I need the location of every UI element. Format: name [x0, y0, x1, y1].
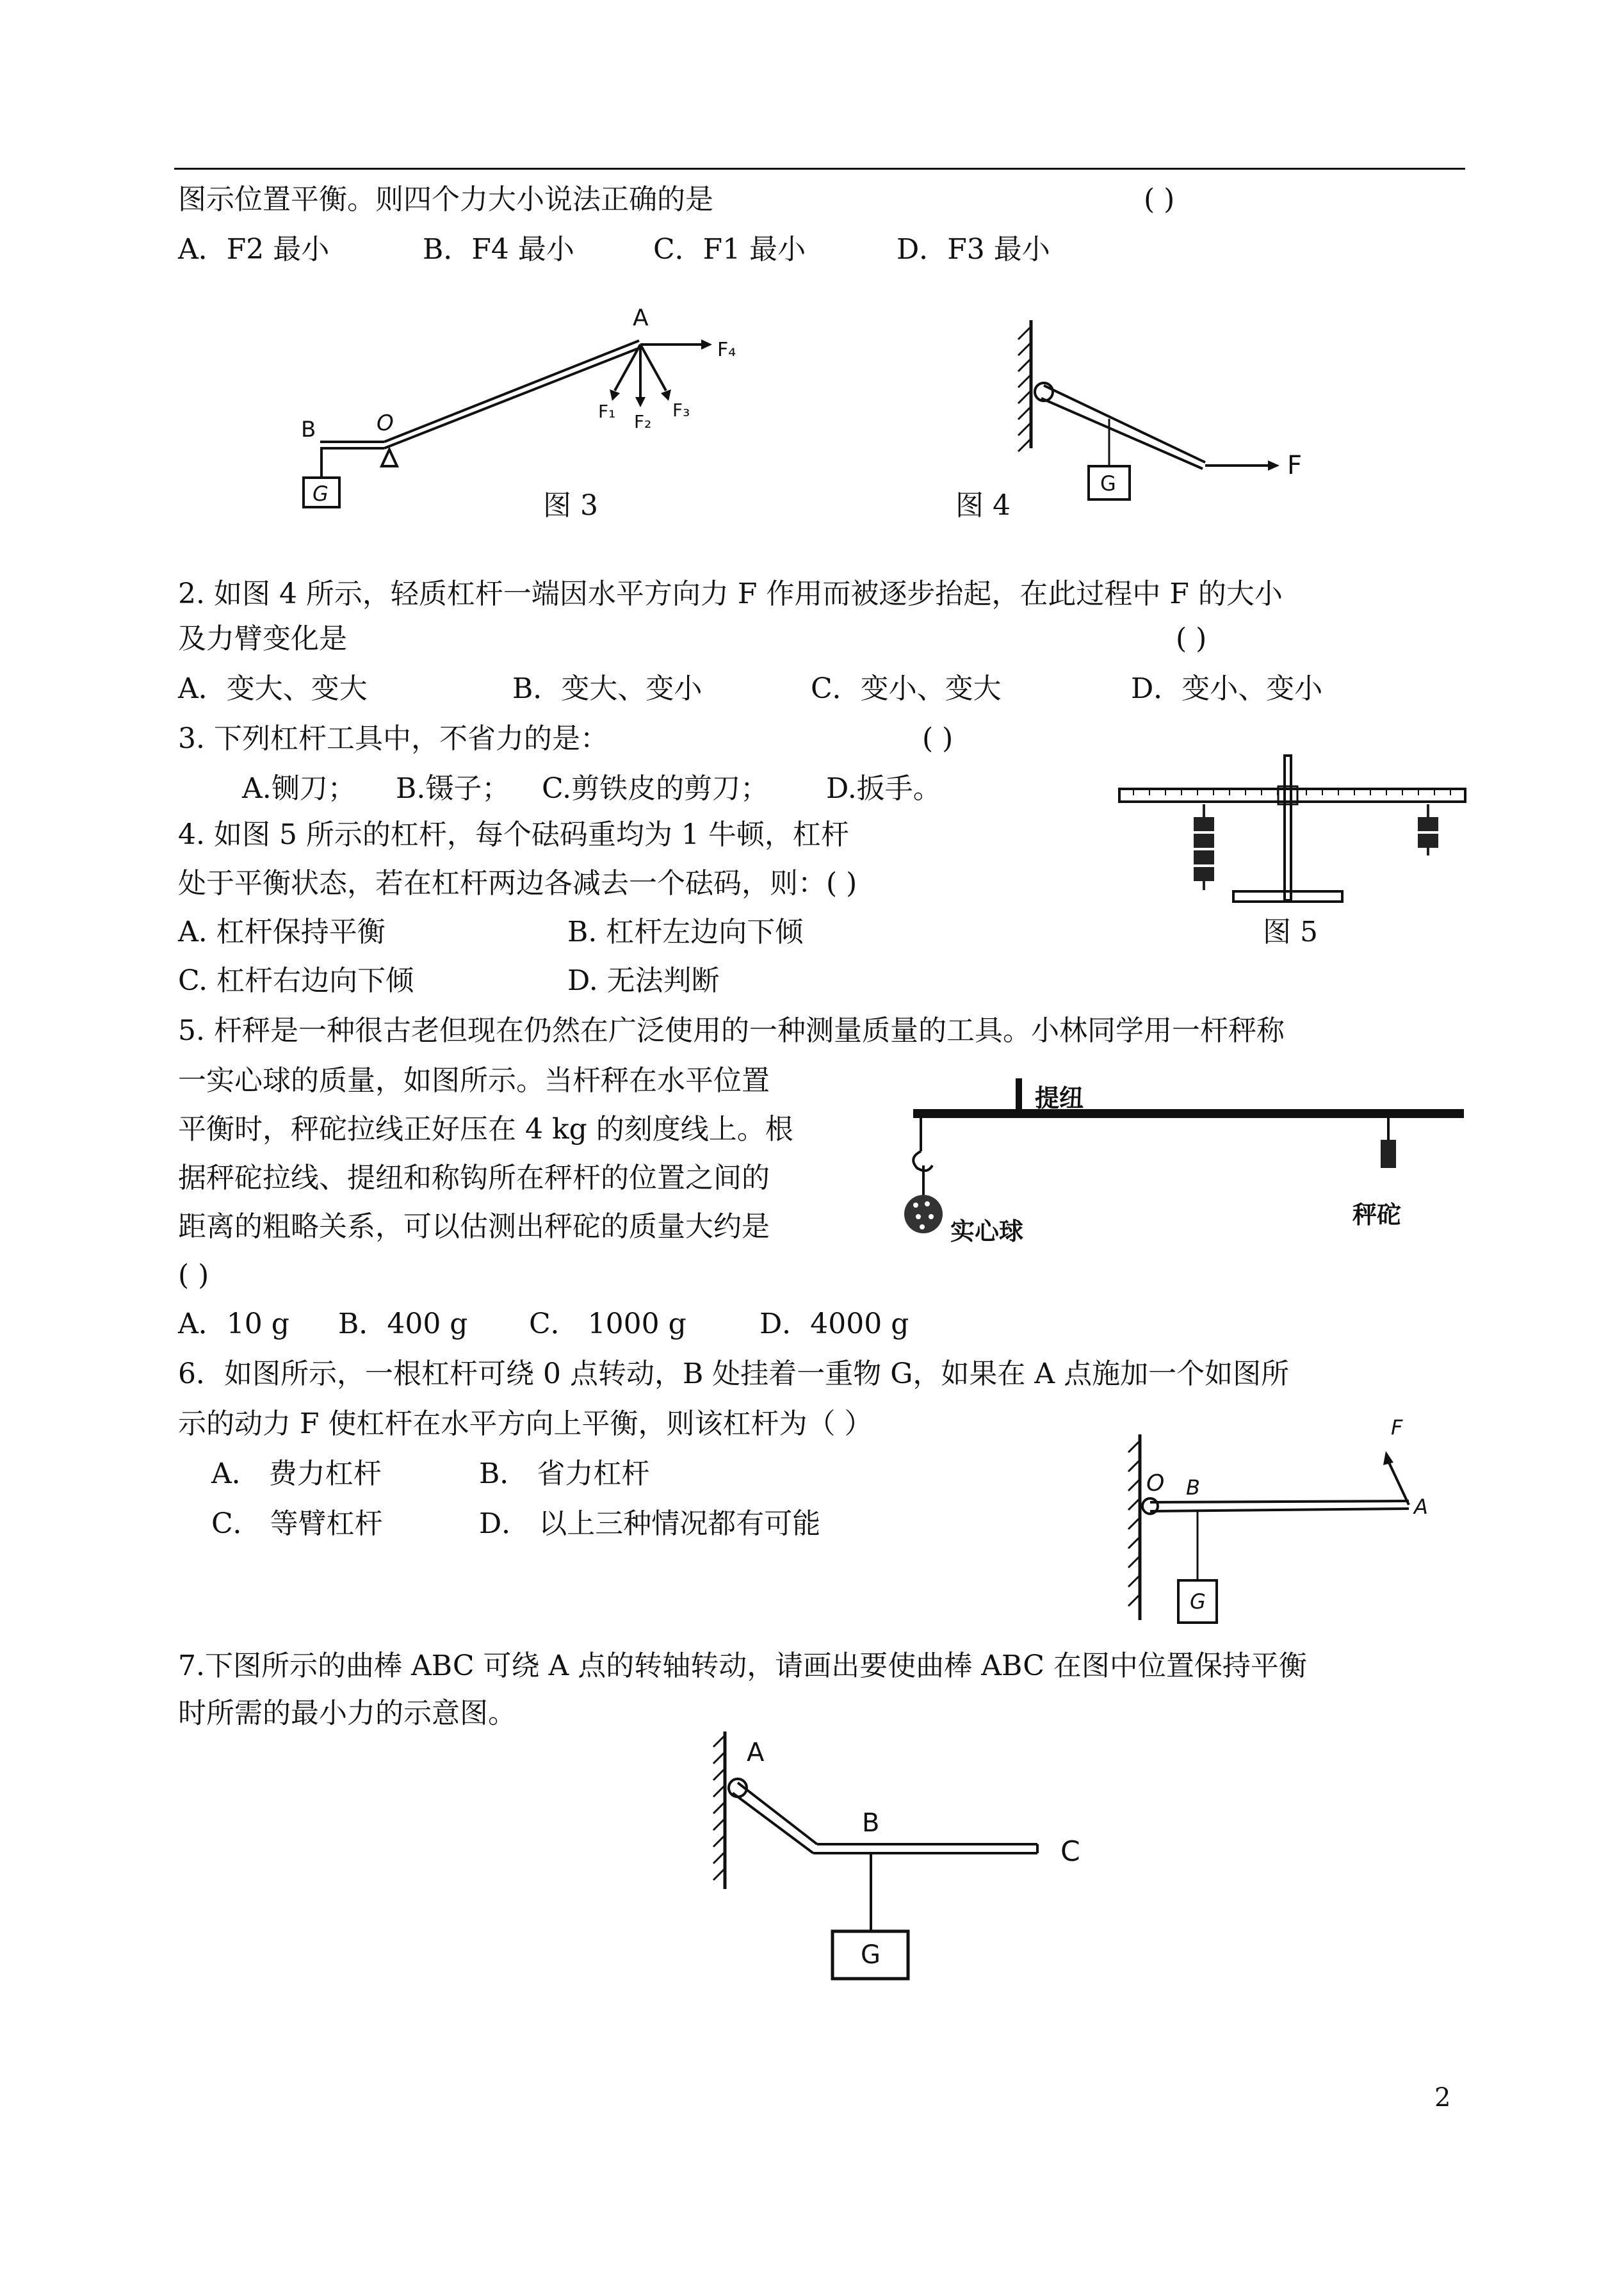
- q3-stem: 3. 下列杠杆工具中，不省力的是：: [178, 722, 608, 755]
- q5-stem-line3: 平衡时，秤砣拉线正好压在 4 kg 的刻度线上。根: [178, 1113, 793, 1146]
- header-rule: [174, 168, 1465, 170]
- q2-stem-line1: 2. 如图 4 所示，轻质杠杆一端因水平方向力 F 作用而被逐步抬起，在此过程中 F 的大小: [178, 578, 1283, 610]
- q4-option-b[interactable]: B. 杠杆左边向下倾: [567, 916, 804, 948]
- q6-option-b[interactable]: B． 省力杠杆: [479, 1457, 650, 1490]
- q1-option-a[interactable]: A．F2 最小: [178, 233, 330, 266]
- figure-5-caption: 图 5: [1263, 916, 1318, 948]
- figure-steelyard: [909, 1069, 1473, 1281]
- q2-stem-line2: 及力臂变化是: [178, 622, 347, 655]
- fig7-label-g: G: [861, 1940, 881, 1970]
- steelyard-ball-label: 实心球: [950, 1217, 1024, 1245]
- q1-bracket: ( ): [1144, 183, 1175, 216]
- q2-option-c[interactable]: C．变小、变大: [811, 672, 1002, 705]
- fig3-label-f3: F₃: [672, 400, 690, 421]
- figure-4-caption: 图 4: [955, 489, 1011, 522]
- q3-option-a[interactable]: A.铡刀；: [242, 772, 356, 805]
- q1-option-c[interactable]: C．F1 最小: [653, 233, 806, 266]
- q4-stem-line2: 处于平衡状态，若在杠杆两边各减去一个砝码，则：( ): [178, 867, 857, 900]
- figure-5-balance: [1114, 749, 1473, 909]
- fig6-label-o: O: [1146, 1470, 1165, 1496]
- fig6-label-f: F: [1391, 1415, 1403, 1439]
- q1-option-b[interactable]: B．F4 最小: [423, 233, 574, 266]
- steelyard-weight-label: 秤砣: [1352, 1201, 1402, 1229]
- fig4-label-g: G: [1100, 471, 1116, 496]
- figure-3-lever: [282, 295, 768, 525]
- fig4-label-f: F: [1287, 451, 1303, 480]
- q2-option-b[interactable]: B．变大、变小: [512, 672, 702, 705]
- q5-stem-line1: 5. 杆秤是一种很古老但现在仍然在广泛使用的一种测量质量的工具。小林同学用一杆秤称: [178, 1014, 1285, 1047]
- q6-stem-line1: 6．如图所示，一根杠杆可绕 0 点转动，B 处挂着一重物 G，如果在 A 点施加一个如图所: [178, 1358, 1290, 1390]
- fig6-label-g: G: [1190, 1589, 1206, 1614]
- q7-stem-line2: 时所需的最小力的示意图。: [178, 1697, 516, 1730]
- q5-stem-line2: 一实心球的质量，如图所示。当杆秤在水平位置: [178, 1064, 770, 1097]
- q5-option-d[interactable]: D．4000 g: [759, 1308, 909, 1340]
- q6-option-a[interactable]: A． 费力杠杆: [211, 1457, 382, 1490]
- fig7-label-a: A: [747, 1738, 765, 1767]
- q1-option-d[interactable]: D．F3 最小: [897, 233, 1050, 266]
- q2-option-d[interactable]: D．变小、变小: [1131, 672, 1323, 705]
- figure-7-bent-rod: [692, 1716, 1114, 1998]
- q3-bracket: ( ): [922, 722, 954, 755]
- fig3-label-f1: F₁: [598, 401, 616, 422]
- fig7-label-c: C: [1060, 1835, 1080, 1868]
- fig3-label-f2: F₂: [634, 411, 652, 432]
- q3-option-c[interactable]: C.剪铁皮的剪刀；: [542, 772, 769, 805]
- q2-bracket: ( ): [1176, 622, 1207, 655]
- q5-option-b[interactable]: B．400 g: [338, 1308, 468, 1340]
- figure-6-lever: [1114, 1409, 1447, 1639]
- q7-stem-line1: 7.下图所示的曲棒 ABC 可绕 A 点的转轴转动，请画出要使曲棒 ABC 在图中位置保持平衡: [178, 1650, 1307, 1682]
- q5-stem-line4: 据秤砣拉线、提纽和称钩所在秤杆的位置之间的: [178, 1162, 770, 1194]
- steelyard-knob-label: 提纽: [1035, 1084, 1084, 1112]
- fig7-label-b: B: [862, 1808, 880, 1838]
- q5-stem-line6: ( ): [178, 1259, 209, 1292]
- figure-3-caption: 图 3: [543, 489, 598, 522]
- q6-option-c[interactable]: C． 等臂杠杆: [211, 1507, 383, 1540]
- q1-stem-tail: 图示位置平衡。则四个力大小说法正确的是: [178, 183, 713, 216]
- q5-stem-line5: 距离的粗略关系，可以估测出秤砣的质量大约是: [178, 1210, 770, 1243]
- q3-option-d[interactable]: D.扳手。: [826, 772, 941, 805]
- q3-option-b[interactable]: B.镊子；: [396, 772, 510, 805]
- fig6-label-b: B: [1186, 1475, 1200, 1500]
- q5-option-a[interactable]: A．10 g: [178, 1308, 289, 1340]
- fig3-label-a: A: [633, 305, 649, 331]
- q4-stem-line1: 4. 如图 5 所示的杠杆，每个砝码重均为 1 牛顿，杠杆: [178, 818, 849, 851]
- page-number: 2: [1434, 2083, 1451, 2113]
- q4-option-d[interactable]: D. 无法判断: [567, 964, 720, 997]
- q2-option-a[interactable]: A．变大、变大: [178, 672, 368, 705]
- q6-option-d[interactable]: D． 以上三种情况都有可能: [479, 1507, 821, 1540]
- q4-option-a[interactable]: A. 杠杆保持平衡: [178, 916, 386, 948]
- q6-stem-line2: 示的动力 F 使杠杆在水平方向上平衡，则该杠杆为（ ）: [178, 1407, 873, 1440]
- fig6-label-a: A: [1414, 1495, 1428, 1519]
- q5-option-c[interactable]: C． 1000 g: [529, 1308, 686, 1340]
- fig3-label-o: O: [377, 410, 394, 436]
- fig3-label-b: B: [301, 417, 316, 442]
- fig3-label-f4: F₄: [717, 339, 736, 361]
- q4-option-c[interactable]: C. 杠杆右边向下倾: [178, 964, 414, 997]
- fig3-label-g: G: [313, 482, 329, 506]
- figure-4-lever: [999, 314, 1332, 519]
